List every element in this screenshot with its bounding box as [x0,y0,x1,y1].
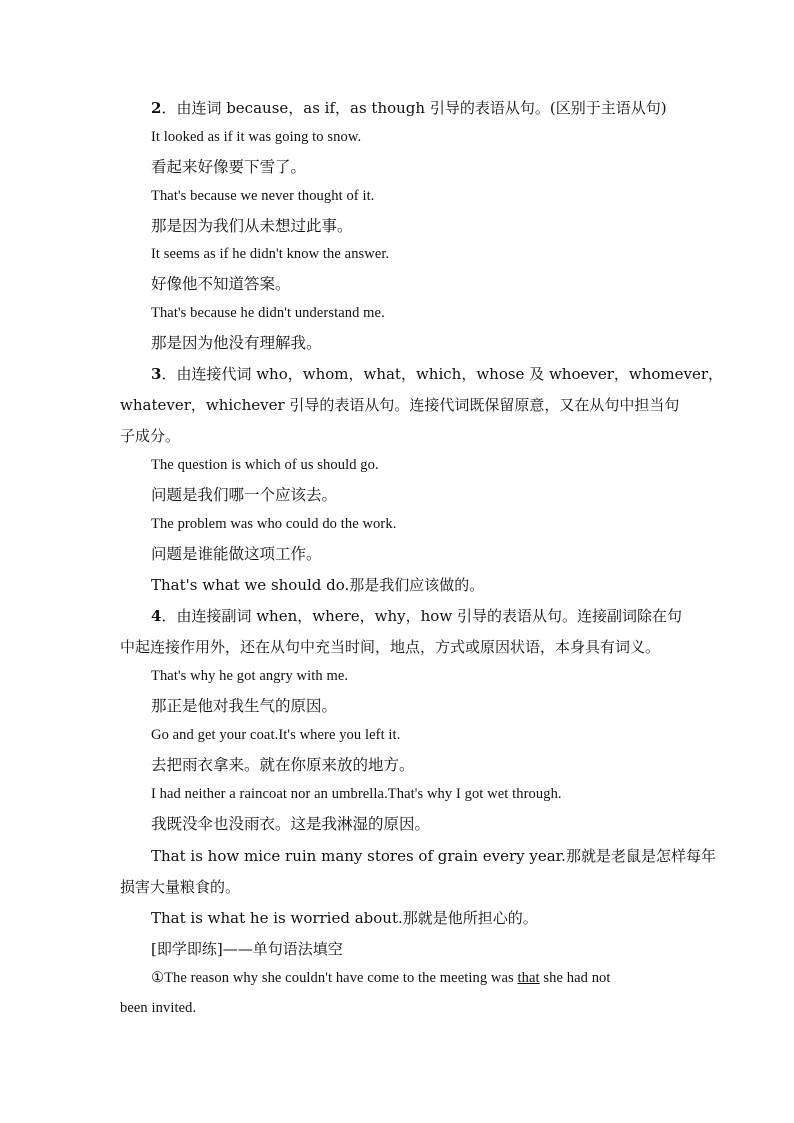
example-english: I had neither a raincoat nor an umbrella.That's why I got wet through. [151,786,562,802]
example-english: That's because we never thought of it. [151,188,375,204]
example-chinese: 那是因为我们从未想过此事。 [151,217,353,235]
section-3-heading: 3．由连接代词 who，whom，what，which，whose 及 whoever，whomever， [151,365,724,383]
section-2-heading: 2．由连词 because，as if，as though 引导的表语从句。(区别于主语从句) [151,99,667,117]
example-mixed: That is how mice ruin many stores of grain every year.那就是老鼠是怎样每年 [151,847,716,865]
example-english: It seems as if he didn't know the answer. [151,246,390,262]
section-number: 2 [151,99,162,117]
paragraph-line: whatever，whichever 引导的表语从句。连接代词既保留原意，又在从句中担当句 [120,396,680,414]
paragraph-line: 中起连接作用外，还在从句中充当时间，地点，方式或原因状语，本身具有词义。 [120,638,661,656]
example-english: The question is which of us should go. [151,457,379,473]
paragraph-line: 子成分。 [120,427,181,445]
example-chinese: 那是因为他没有理解我。 [151,334,322,352]
example-english: That's why he got angry with me. [151,668,349,684]
example-chinese: 好像他不知道答案。 [151,275,291,293]
section-number: 4 [151,607,162,625]
example-mixed: That's what we should do.那是我们应该做的。 [151,576,485,594]
practice-heading: [即学即练]——单句语法填空 [151,940,343,958]
example-english: That's because he didn't understand me. [151,305,385,321]
example-chinese: 那正是他对我生气的原因。 [151,697,338,715]
example-chinese: 看起来好像要下雪了。 [151,158,307,176]
practice-question: ①The reason why she couldn't have come to the meeting was that she had not [151,970,611,986]
answer-blank: that [517,970,540,986]
section-number: 3 [151,365,162,383]
example-chinese: 问题是我们哪一个应该去。 [151,486,338,504]
example-english: It looked as if it was going to snow. [151,129,362,145]
example-chinese: 去把雨衣拿来。就在你原来放的地方。 [151,756,415,774]
practice-question-continued: been invited. [120,1000,197,1016]
example-chinese: 我既没伞也没雨衣。这是我淋湿的原因。 [151,815,431,833]
example-mixed: That is what he is worried about.那就是他所担心的。 [151,909,538,927]
example-english: The problem was who could do the work. [151,516,397,532]
example-chinese: 问题是谁能做这项工作。 [151,545,322,563]
section-4-heading: 4．由连接副词 when，where，why，how 引导的表语从句。连接副词除在句 [151,607,682,625]
example-english: Go and get your coat.It's where you left it. [151,727,401,743]
example-mixed-continued: 损害大量粮食的。 [120,878,241,896]
